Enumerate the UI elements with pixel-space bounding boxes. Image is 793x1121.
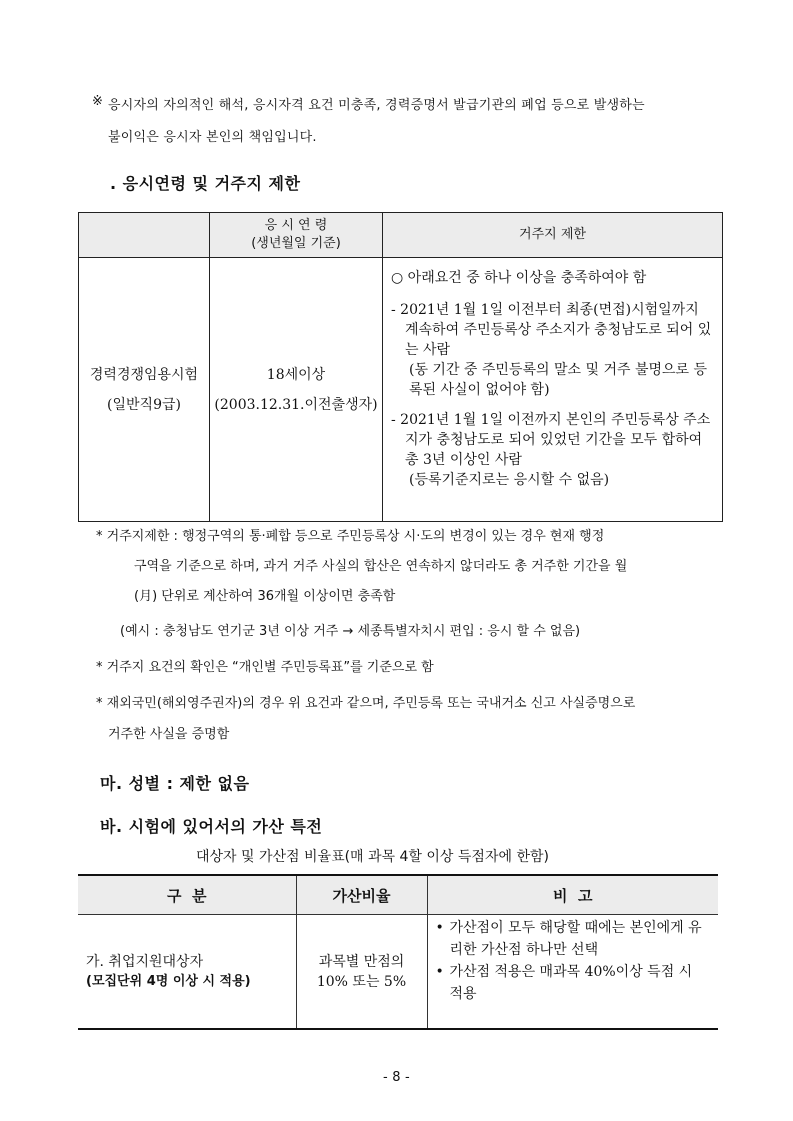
residence-intro: ○ 아래요건 중 하나 이상을 충족하여야 함 [391, 270, 647, 286]
page-number: - 8 - [383, 1070, 410, 1085]
note-1-line-2: 구역을 기준으로 하며, 과거 거주 사실의 합산은 연속하지 않더라도 총 거주한 기간을 월 [134, 559, 628, 574]
table-header-empty [79, 213, 210, 258]
notice-mark: ※ [92, 94, 104, 109]
age-residence-table [78, 212, 723, 522]
bonus-category-line2: (모집단위 4명 이상 시 적용) [86, 973, 251, 989]
bullet-icon: • [435, 920, 444, 936]
age-limit-line2: (2003.12.31.이전출생자) [214, 396, 378, 413]
bonus-remark-1-text: 가산점이 모두 해당할 때에는 본인에게 유리한 가산점 하나만 선택 [449, 920, 702, 958]
note-1-example: (예시 : 충청남도 연기군 3년 이상 거주 → 세종특별자치시 편입 : 응시 할 수 없음) [120, 624, 581, 639]
bonus-header-category: 구 분 [78, 875, 296, 915]
bonus-header-rate: 가산비율 [296, 875, 427, 915]
header-age-line1: 응 시 연 령 [264, 218, 328, 233]
bonus-remark-2 [436, 961, 711, 1005]
header-age-line2: (생년월일 기준) [251, 236, 341, 251]
bullet-icon: • [435, 964, 444, 980]
bonus-header-remarks: 비 고 [427, 875, 718, 915]
age-limit-line1: 18세이상 [266, 366, 326, 383]
table-header-residence: 거주지 제한 [383, 213, 723, 258]
residence-item-2: - 2021년 1월 1일 이전까지 본인의 주민등록상 주소지가 충청남도로 되어 있었던 기간을 모두 합하여 총 3년 이상인 사람 [391, 412, 711, 468]
age-limit-cell [210, 258, 383, 522]
note-2: * 거주지 요건의 확인은 “개인별 주민등록표”를 기준으로 함 [96, 660, 434, 675]
section-bonus-title: 바. 시험에 있어서의 가산 특전 [100, 817, 323, 836]
residence-item-1: - 2021년 1월 1일 이전부터 최종(면접)시험일까지 계속하여 주민등록상 주소지가 충청남도로 되어 있는 사람 [391, 302, 712, 358]
residence-item-2-sub: (등록기준지로는 응시할 수 없음) [409, 472, 610, 488]
bonus-remark-2-text: 가산점 적용은 매과목 40%이상 득점 시 적용 [449, 964, 693, 1002]
notice-line-2: 불이익은 응시자 본인의 책임입니다. [108, 130, 317, 145]
exam-type-line1: 경력경쟁임용시험 [89, 366, 199, 383]
section-gender-title: 마. 성별 : 제한 없음 [100, 774, 250, 793]
bonus-table-caption: 대상자 및 가산점 비율표(매 과목 4할 이상 득점자에 한함) [196, 849, 549, 865]
note-1-line-1: * 거주지제한 : 행정구역의 통·폐합 등으로 주민등록상 시·도의 변경이 있는 경우 현재 행정 [96, 529, 605, 544]
bonus-category-cell [78, 915, 296, 1030]
bonus-remarks-cell [427, 915, 718, 1030]
bonus-rate-line1: 과목별 만점의 [318, 953, 405, 970]
notice-line-1: 응시자의 자의적인 해석, 응시자격 요건 미충족, 경력증명서 발급기관의 폐업 등으로 발생하는 [108, 98, 645, 113]
bonus-table [78, 874, 718, 1030]
residence-cell [383, 258, 723, 522]
note-1-line-3: (月) 단위로 계산하여 36개월 이상이면 충족함 [134, 589, 396, 604]
section-age-title: . 응시연령 및 거주지 제한 [110, 174, 301, 193]
bonus-rate-line2: 10% 또는 5% [316, 973, 407, 990]
note-3-line-1: * 재외국민(해외영주권자)의 경우 위 요건과 같으며, 주민등록 또는 국내거소 신고 사실증명으로 [96, 696, 636, 711]
bonus-category-line1: 가. 취업지원대상자 [86, 953, 204, 970]
bonus-remark-1 [436, 917, 711, 961]
note-3-line-2: 거주한 사실을 증명함 [108, 727, 230, 742]
exam-type-line2: (일반직9급) [107, 396, 181, 413]
residence-item-1-sub: (동 기간 중 주민등록의 말소 및 거주 불명으로 등록된 사실이 없어야 함) [409, 362, 708, 398]
exam-type-cell [79, 258, 210, 522]
bonus-rate-cell [296, 915, 427, 1030]
table-header-age [210, 213, 383, 258]
